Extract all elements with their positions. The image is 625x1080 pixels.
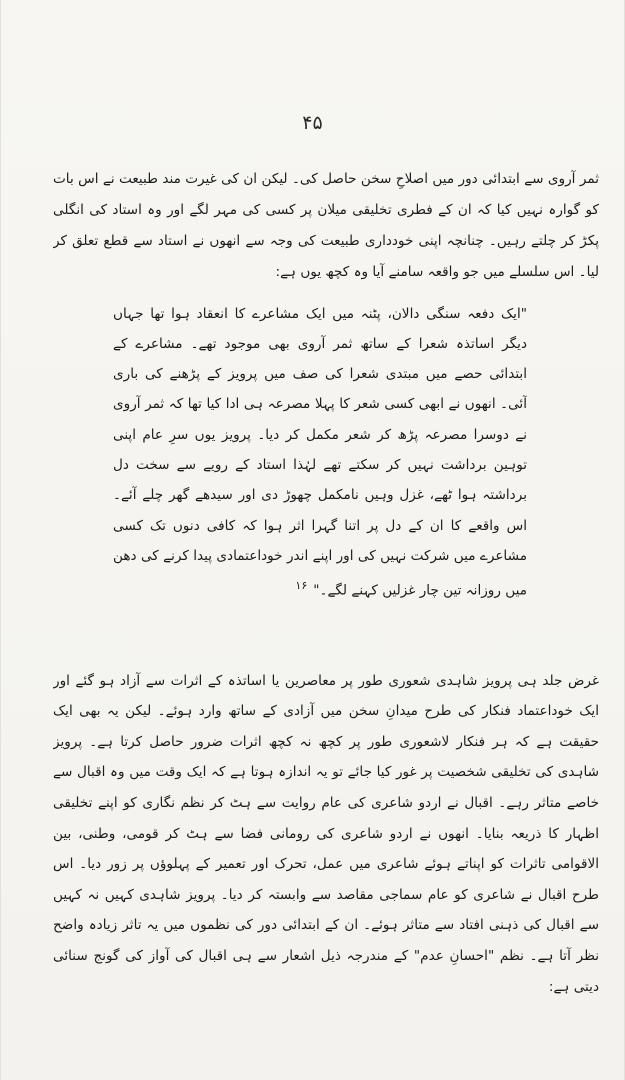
page-number: ۴۵ xyxy=(302,112,323,134)
block-quote xyxy=(113,299,527,661)
intro-paragraph: ثمر آروی سے ابتدائی دور میں اصلاحِ سخن حاصل کی۔ لیکن ان کی غیرت مند طبیعت نے اس بات کو گوارہ نہیں کیا کہ ان کے فطری تخلیقی میلان پر کسی کی مہر لگے اور وہ استاد کی انگلی پکڑ کر چلتے رہیں۔ چنانچہ اپنی خودداری طبیعت کی وجہ سے انھوں نے استاد سے قطع تعلق کر لیا۔ اس سلسلے میں جو واقعہ سامنے آیا وہ کچھ یوں ہے: xyxy=(53,170,599,281)
quote-text: "ایک دفعہ سنگی دالان، پٹنہ میں ایک مشاعرے کا انعقاد ہوا تھا جہاں دیگر اساتذہ شعرا کے ساتھ ثمر آروی بھی موجود تھے۔ مشاعرے کے ابتدائی حصے میں مبتدی شعرا کی صف میں پرویز کے پڑھنے کی باری آئی۔ انھوں نے ابھی کسی شعر کا پہلا مصرعہ ہی ادا کیا تھا کہ ثمر آروی نے دوسرا مصرعہ پڑھ کر شعر مکمل کر دیا۔ پرویز یوں سرِ عام اپنی توہین برداشت نہیں کر سکتے تھے لہٰذا استاد کے رویے سے سخت دل برداشتہ ہوا ٹھے، غزل وہیں نامکمل چھوڑ دی اور سیدھے گھر چلے آئے۔ اس واقعے کا ان کے دل پر اتنا گہرا اثر ہوا کہ کافی دنوں تک کسی مشاعرے میں شرکت نہیں کی اور اپنے اندر خوداعتمادی پیدا کرنے کی دھن میں روزانہ تین چار غزلیں کہنے لگے۔" xyxy=(113,305,527,599)
body-paragraph: غرض جلد ہی پرویز شاہدی شعوری طور پر معاصرین یا اساتذہ کے اثرات سے آزاد ہو گئے اور ایک خوداعتماد فنکار کی طرح میدانِ سخن میں آزادی کے ساتھ وارد ہوئے۔ لیکن یہ بھی ایک حقیقت ہے کہ ہر فنکار لاشعوری طور پر کچھ نہ کچھ اثرات ضرور حاصل کرتا ہے۔ پرویز شاہدی کی تخلیقی شخصیت پر غور کیا جائے تو یہ اندازہ ہوتا ہے کہ ایک وقت میں وہ اقبال سے خاصے متاثر رہے۔ اقبال نے اردو شاعری کی عام روایت سے ہٹ کر نظم نگاری کو اپنے تخلیقی اظہار کا ذریعہ بنایا۔ انھوں نے اردو شاعری کی رومانی فضا سے ہٹ کر قومی، وطنی، بین الاقوامی تاثرات کو اپناتے ہوئے شاعری میں عمل، تحرک اور تعمیر کے پہلوؤں پر زور دیا۔ اس طرح اقبال نے شاعری کو عام سماجی مقاصد سے وابستہ کر دیا۔ پرویز شاہدی کہیں نہ کہیں سے اقبال کی ذہنی افتاد سے متاثر ہوئے۔ ان کے ابتدائی دور کی نظموں میں یہ تاثر زیادہ واضح نظر آتا ہے۔ نظم "احسانِ عدم" کے مندرجہ ذیل اشعار سے ہی اقبال کی آواز کی گونج سنائی دیتی ہے: xyxy=(53,672,599,995)
footnote-reference: ۱۶ xyxy=(295,579,308,593)
